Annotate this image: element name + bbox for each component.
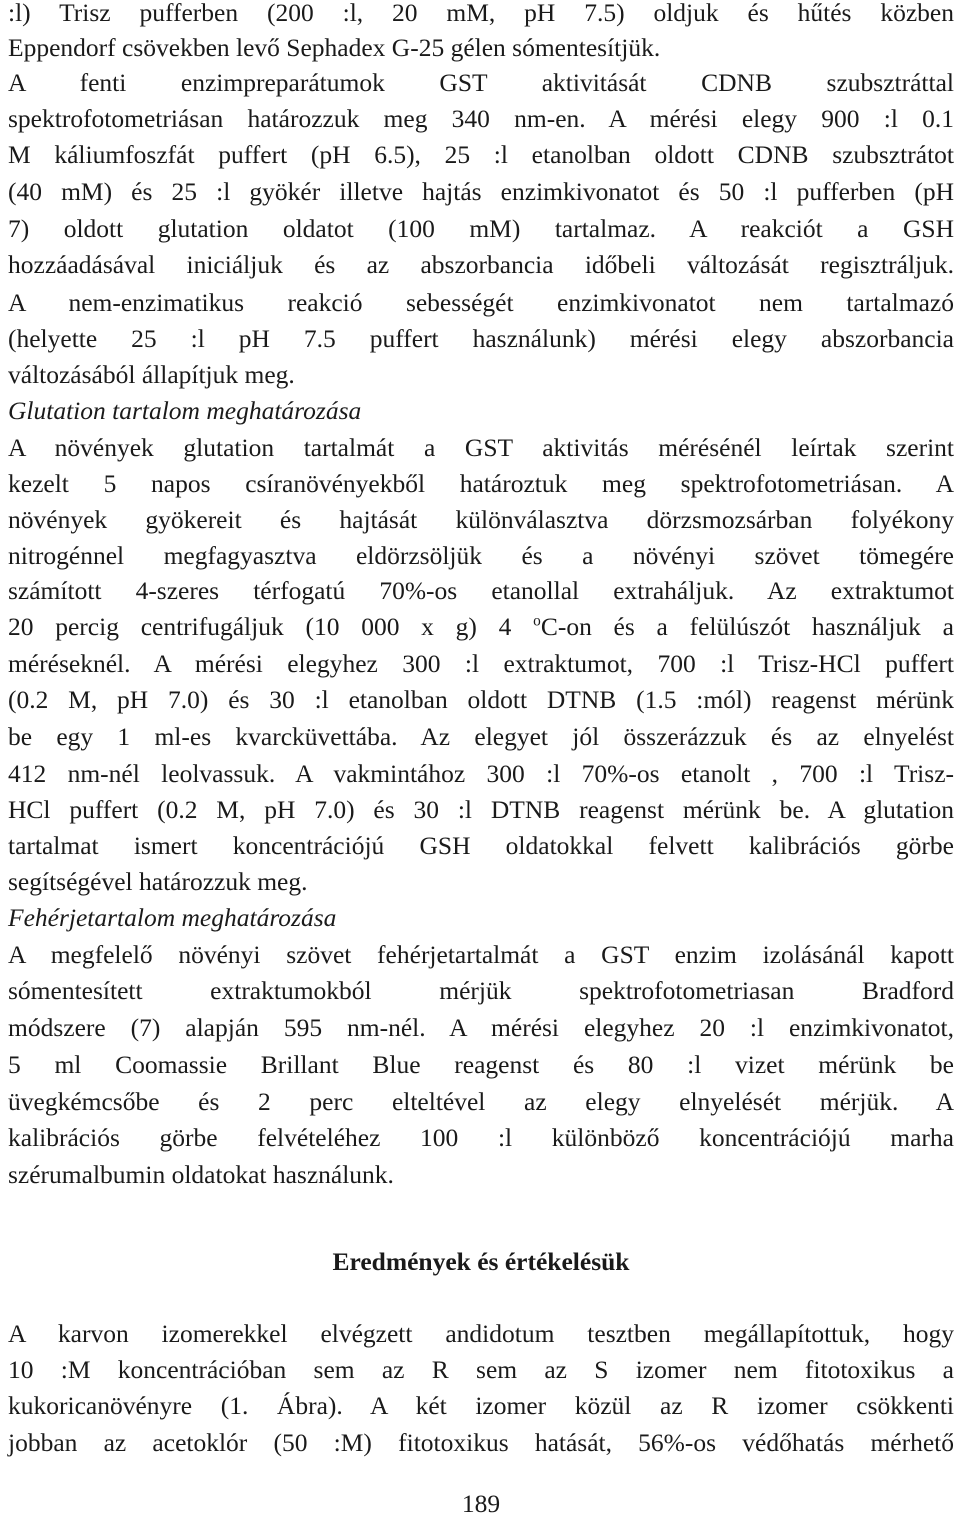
section-heading-glutation: Glutation tartalom meghatározása <box>8 396 362 425</box>
text-line: segítségével határozzuk meg. <box>8 867 308 896</box>
text-line: tartalmat ismert koncentrációjú GSH oldatokkal felvett kalibrációs görbe <box>8 831 954 860</box>
text-line: be egy 1 ml-es kvarcküvettába. Az elegyet jól összerázzuk és az elnyelést <box>8 722 954 751</box>
text-line: kezelt 5 napos csíranövényekből határoztuk meg spektrofotometriásan. A <box>8 469 954 498</box>
text-line: módszere (7) alapján 595 nm-nél. A mérési elegyhez 20 :l enzimkivonatot, <box>8 1013 954 1042</box>
text-line: 10 :M koncentrációban sem az R sem az S izomer nem fitotoxikus a <box>8 1355 954 1384</box>
text-line: :l) Trisz pufferben (200 :l, 20 mM, pH 7.5) oldjuk és hűtés közben <box>8 0 954 27</box>
text-line: sómentesített extraktumokból mérjük spektrofotometriasan Bradford <box>8 976 954 1005</box>
text-line: hozzáadásával iniciáljuk és az abszorbancia időbeli változását regisztráljuk. <box>8 250 954 279</box>
text-line: kukoricanövényre (1. Ábra). A két izomer közül az R izomer csökkenti <box>8 1391 954 1420</box>
text-line: 7) oldott glutation oldatot (100 mM) tartalmaz. A reakciót a GSH <box>8 214 954 243</box>
text-line: nitrogénnel megfagyasztva eldörzsöljük és a növényi szövet tömegére <box>8 541 954 570</box>
degree-superscript: o <box>533 612 541 630</box>
text-line: A nem-enzimatikus reakció sebességét enzimkivonatot nem tartalmazó <box>8 288 954 317</box>
text-line: változásából állapítjuk meg. <box>8 360 295 389</box>
text-line: számított 4-szeres térfogatú 70%-os etanollal extraháljuk. Az extraktumot <box>8 576 954 605</box>
section-title: Eredmények és értékelésük <box>332 1247 630 1276</box>
text-line: HCl puffert (0.2 M, pH 7.0) és 30 :l DTNB reagenst mérünk be. A glutation <box>8 795 954 824</box>
text-line: növények gyökereit és hajtását különválasztva dörzsmozsárban folyékony <box>8 505 954 534</box>
text-line: spektrofotometriásan határozzuk meg 340 nm-en. A mérési elegy 900 :l 0.1 <box>8 104 954 133</box>
section-heading-feherje: Fehérjetartalom meghatározása <box>8 903 337 932</box>
text-line: szérumalbumin oldatokat használunk. <box>8 1160 394 1189</box>
text-fragment: C-on és a felülúszót használjuk a <box>540 612 954 641</box>
text-line: 412 nm-nél leolvassuk. A vakmintához 300 :l 70%-os etanolt , 700 :l Trisz- <box>8 759 954 788</box>
text-line: (0.2 M, pH 7.0) és 30 :l etanolban oldott DTNB (1.5 :mól) reagenst mérünk <box>8 685 954 714</box>
text-line: Eppendorf csövekben levő Sephadex G-25 gélen sómentesítjük. <box>8 33 661 62</box>
text-line: A fenti enzimpreparátumok GST aktivitását CDNB szubsztráttal <box>8 68 954 97</box>
text-line: (helyette 25 :l pH 7.5 puffert használunk) mérési elegy abszorbancia <box>8 324 954 353</box>
text-line: M káliumfoszfát puffert (pH 6.5), 25 :l etanolban oldott CDNB szubsztrátot <box>8 140 954 169</box>
text-fragment: 20 percig centrifugáljuk (10 000 x g) 4 <box>8 612 534 641</box>
text-line: 5 ml Coomassie Brillant Blue reagenst és 80 :l vizet mérünk be <box>8 1050 954 1079</box>
text-line-with-superscript <box>8 609 954 645</box>
text-line: kalibrációs görbe felvételéhez 100 :l különböző koncentrációjú marha <box>8 1123 954 1152</box>
text-line: méréseknél. A mérési elegyhez 300 :l extraktumot, 700 :l Trisz-HCl puffert <box>8 649 954 678</box>
text-line: jobban az acetoklór (50 :M) fitotoxikus hatását, 56%-os védőhatás mérhető <box>8 1428 954 1457</box>
text-line: A megfelelő növényi szövet fehérjetartalmát a GST enzim izolásánál kapott <box>8 940 954 969</box>
text-line: A növények glutation tartalmát a GST aktivitás mérésénél leírtak szerint <box>8 433 954 462</box>
text-line: üvegkémcsőbe és 2 perc elteltével az elegy elnyelését mérjük. A <box>8 1087 954 1116</box>
text-line: A karvon izomerekkel elvégzett andidotum tesztben megállapítottuk, hogy <box>8 1319 954 1348</box>
text-line: (40 mM) és 25 :l gyökér illetve hajtás enzimkivonatot és 50 :l pufferben (pH <box>8 177 954 206</box>
page-number: 189 <box>461 1489 501 1518</box>
